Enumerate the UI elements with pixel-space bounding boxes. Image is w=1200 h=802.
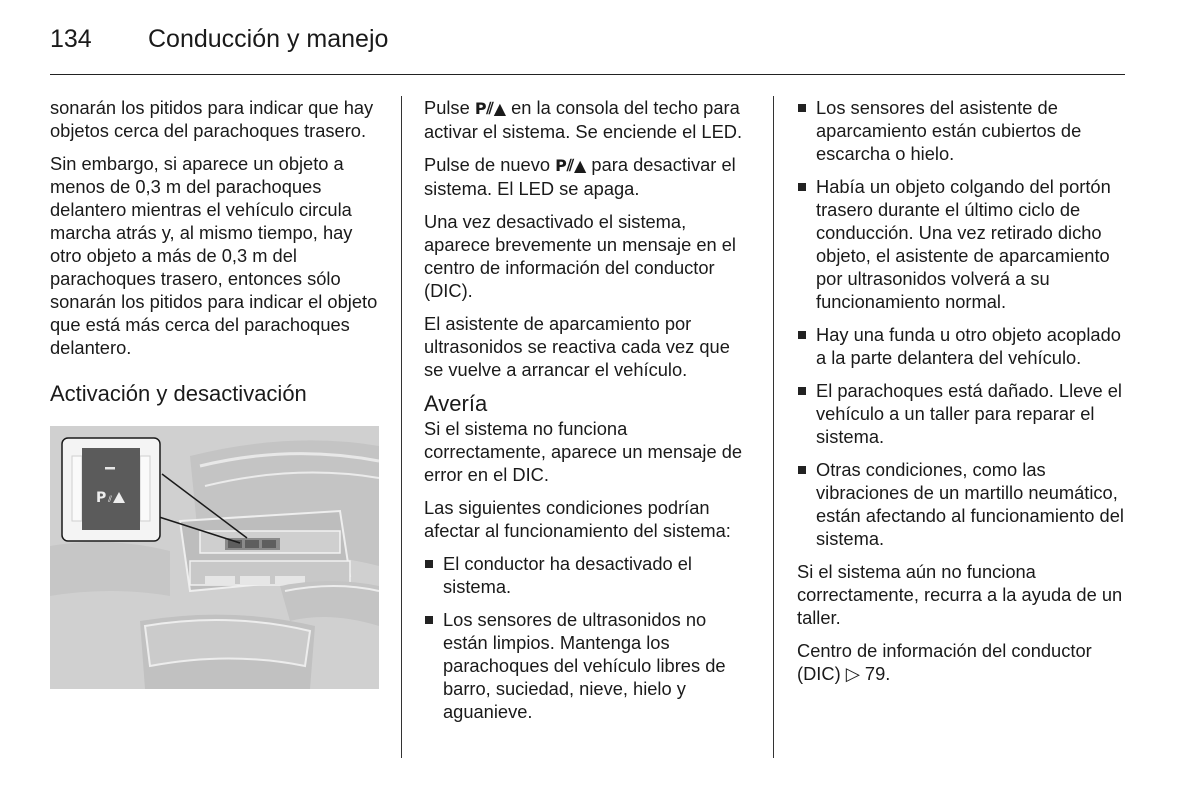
paragraph: Si el sistema aún no funciona correctamente, recurra a la ayuda de un taller. (797, 561, 1123, 628)
column-1 (50, 96, 380, 415)
bullet-list (424, 552, 754, 723)
page-title: Conducción y manejo (148, 25, 389, 53)
paragraph: Si el sistema no funciona correctamente, aparece un mensaje de error en el DIC. (424, 418, 743, 485)
paragraph: Centro de información del conductor (DIC) ▷ 79. (797, 640, 1092, 684)
page-number: 134 (50, 25, 92, 53)
column-3 (797, 96, 1127, 695)
page-reference-icon: ▷ (845, 663, 860, 684)
paragraph: Las siguientes condiciones podrían afectar al funcionamiento del sistema: (424, 497, 731, 541)
page-reference: 79. (864, 663, 891, 684)
paragraph: Pulse P⫽▲ en la consola del techo para activar el sistema. Se enciende el LED. (424, 97, 743, 142)
section-heading: Avería (424, 391, 488, 416)
paragraph: Sin embargo, si aparece un objeto a menos de 0,3 m del parachoques delantero mientras el vehículo circula marcha atrás y, al mismo tiempo, hay otro objeto a más de 0,3 m del parachoques trasero, entonces sólo sonarán los pitidos para indicar el objeto que está más cerca del parachoques delantero. (50, 153, 378, 358)
overhead-console-illustration (50, 426, 379, 689)
list-item: Hay una funda u otro objeto acoplado a la parte delantera del vehículo. (797, 323, 1127, 369)
park-assist-button-icon: P⫽▲ (474, 99, 506, 118)
section-heading: Activación y desactivación (50, 381, 307, 406)
list-item: Otras condiciones, como las vibraciones de un martillo neumático, están afectando al funcionamiento del sistema. (797, 458, 1127, 550)
park-assist-button-label: P (96, 490, 107, 506)
column-divider (773, 96, 774, 758)
paragraph: sonarán los pitidos para indicar que hay objetos cerca del parachoques trasero. (50, 97, 374, 141)
column-2 (424, 96, 754, 733)
paragraph: Pulse de nuevo P⫽▲ para desactivar el sistema. El LED se apaga. (424, 154, 736, 199)
list-item: Los sensores del asistente de aparcamiento están cubiertos de escarcha o hielo. (797, 96, 1127, 165)
overhead-console-figure (50, 426, 379, 689)
column-divider (401, 96, 402, 758)
list-item: Había un objeto colgando del portón trasero durante el último ciclo de conducción. Una vez retirado dicho objeto, el asistente de aparcamiento por ultrasonidos volverá a su funcionamiento normal. (797, 175, 1127, 313)
paragraph: El asistente de aparcamiento por ultrasonidos se reactiva cada vez que se vuelve a arrancar el vehículo. (424, 313, 730, 380)
bullet-list (797, 96, 1127, 550)
header-rule (50, 74, 1125, 75)
list-item: Los sensores de ultrasonidos no están limpios. Mantenga los parachoques del vehículo libres de barro, suciedad, nieve, hielo y aguanieve. (424, 608, 754, 723)
park-assist-button-icon: P⫽▲ (555, 156, 587, 175)
list-item: El parachoques está dañado. Lleve el vehículo a un taller para reparar el sistema. (797, 379, 1127, 448)
paragraph: Una vez desactivado el sistema, aparece brevemente un mensaje en el centro de información del conductor (DIC). (424, 211, 736, 301)
sound-waves-icon: ⫽ (108, 495, 113, 505)
list-item: El conductor ha desactivado el sistema. (424, 552, 754, 598)
